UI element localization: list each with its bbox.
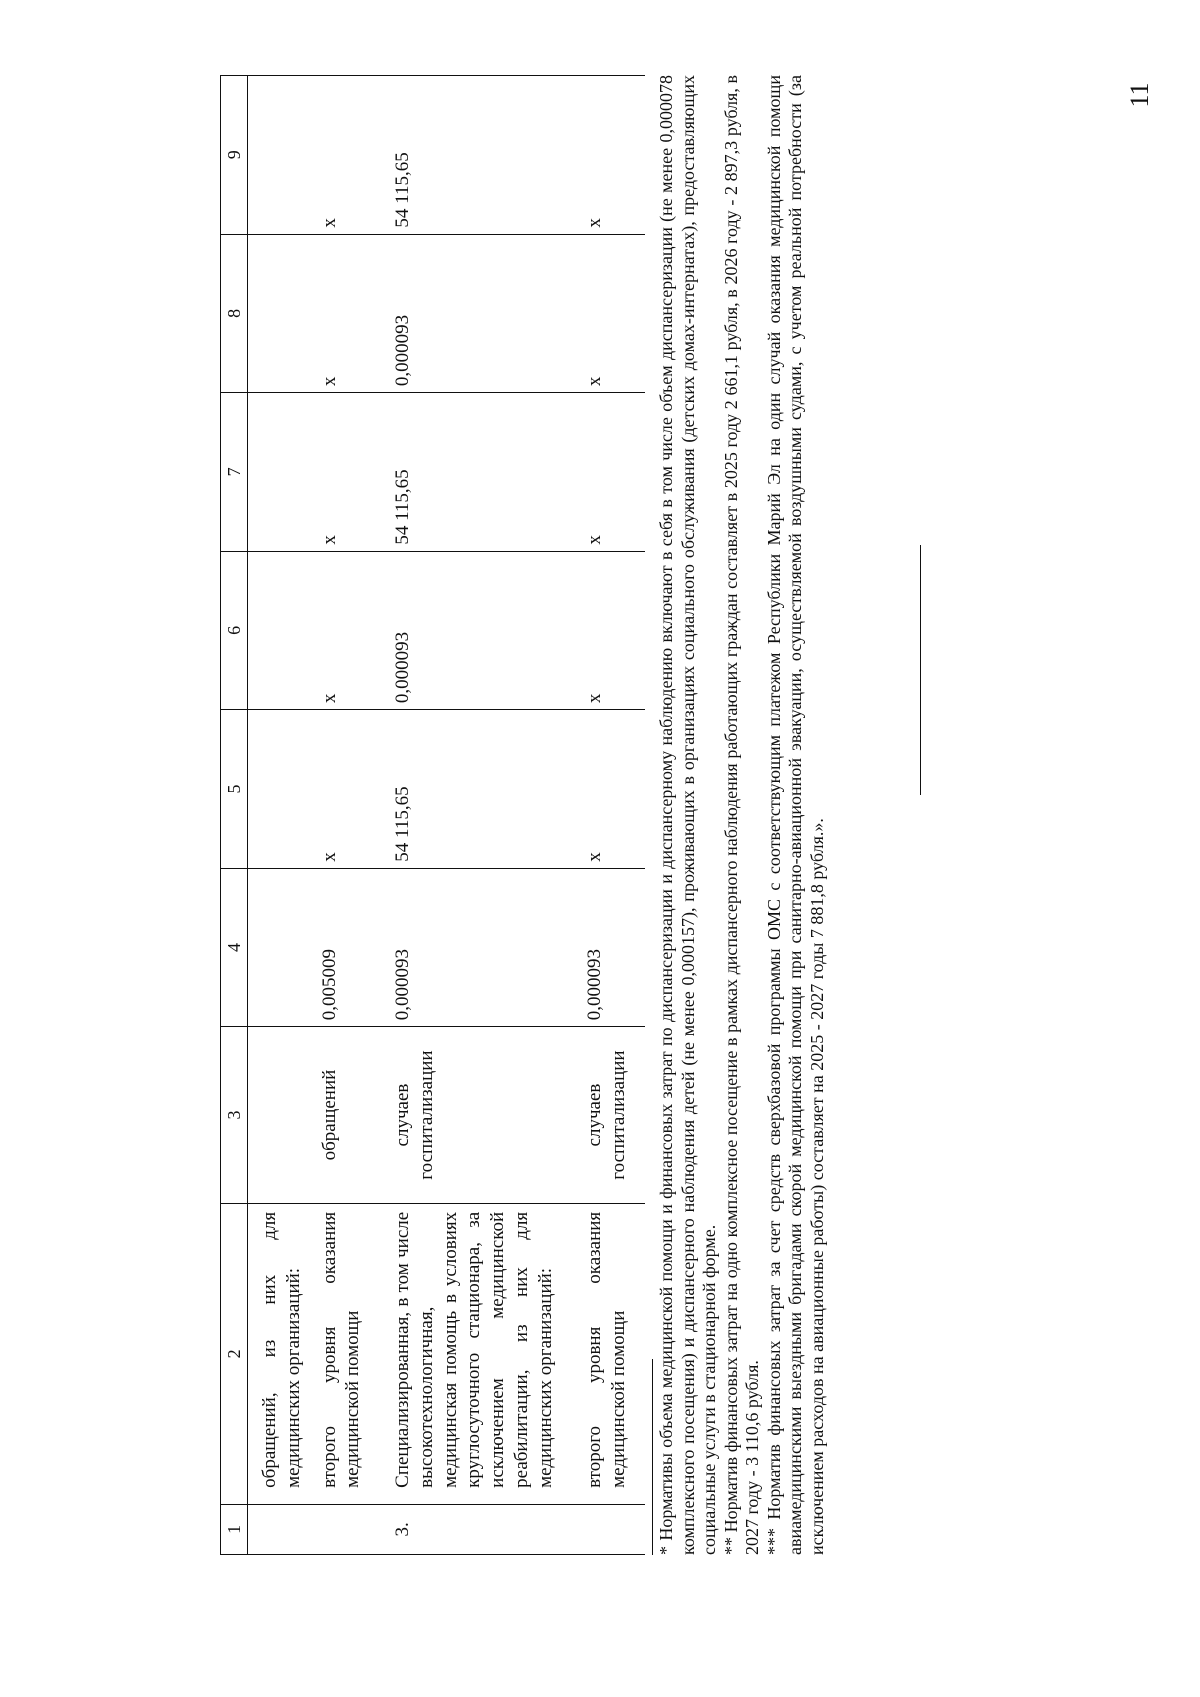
value-cell [248,710,306,869]
value-cell [248,234,306,393]
value-cell [248,76,306,235]
column-number: 6 [221,551,248,710]
row-name: второго уровня оказания медицинской помощи [306,1203,380,1504]
value-cell: х [571,551,645,710]
value-cell: 54 115,65 [379,76,571,235]
value-cell: 0,005009 [306,868,380,1027]
table-row [379,76,571,1555]
row-name: второго уровня оказания медицинской помощи [571,1203,645,1504]
column-number: 8 [221,234,248,393]
column-number: 4 [221,868,248,1027]
unit-cell: случаев госпитализации [379,1027,571,1204]
page-number: 11 [1125,82,1154,108]
row-number [571,1504,645,1554]
value-cell: х [571,393,645,552]
closing-line [920,545,921,795]
column-number: 5 [221,710,248,869]
value-cell: 0,000093 [379,234,571,393]
value-cell: х [306,393,380,552]
column-number: 7 [221,393,248,552]
footnote-separator [652,1359,653,1555]
value-cell: х [306,710,380,869]
value-cell: х [306,234,380,393]
value-cell [248,868,306,1027]
footnote-1: * Нормативы объема медицинской помощи и финансовых затрат по диспансеризации и диспансерному наблюдению включают в себя в том числе объем диспансеризации (не менее 0,000078 комплексного посещения) и диспансерного наблюдения детей (не менее 0,000157), проживающих в организациях социального обслуживания (детских домах-интернатах), предоставляющих социальные услуги в стационарной форме. [656,75,719,1555]
value-cell [248,393,306,552]
row-number [248,1504,306,1554]
column-number-header-row [221,76,248,1555]
row-name: Специализированная, в том числе высокотехнологичная, медицинская помощь в условиях круглосуточного стационара, за исключением медицинской реабилитации, из них для медицинских организаций: [379,1203,571,1504]
standards-table [220,75,645,1555]
value-cell: х [571,234,645,393]
unit-cell [248,1027,306,1204]
footnote-2: ** Норматив финансовых затрат на одно комплексное посещение в рамках диспансерного наблюдения работающих граждан составляет в 2025 году 2 661,1 рубля, в 2026 году - 2 897,3 рубля, в 2027 году - 3 110,6 рубля. [720,75,762,1555]
unit-cell: случаев госпитализации [571,1027,645,1204]
footnotes [656,75,828,1555]
value-cell: 54 115,65 [379,710,571,869]
table-row [306,76,380,1555]
rotated-landscape-content [220,75,1200,1555]
table-row [571,76,645,1555]
row-name: обращений, из них для медицинских организаций: [248,1203,306,1504]
unit-cell: обращений [306,1027,380,1204]
column-number: 3 [221,1027,248,1204]
value-cell: 0,000093 [571,868,645,1027]
row-number: 3. [379,1504,571,1554]
value-cell: х [571,710,645,869]
column-number: 9 [221,76,248,235]
column-number: 2 [221,1203,248,1504]
value-cell [248,551,306,710]
row-number [306,1504,380,1554]
table-row [248,76,306,1555]
value-cell: х [306,76,380,235]
value-cell: 0,000093 [379,551,571,710]
value-cell: х [571,76,645,235]
value-cell: 0,000093 [379,868,571,1027]
column-number: 1 [221,1504,248,1554]
footnote-3: *** Норматив финансовых затрат за счет средств сверхбазовой программы ОМС с соответствующим платежом Республики Марий Эл на один случай оказания медицинской помощи авиамедицинскими выездными бригадами скорой медицинской помощи при санитарно-авиационной эвакуации, осуществляемой воздушными судами, с учетом реальной потребности (за исключением расходов на авиационные работы) составляет на 2025 - 2027 годы 7 881,8 рубля.». [763,75,827,1555]
value-cell: х [306,551,380,710]
value-cell: 54 115,65 [379,393,571,552]
